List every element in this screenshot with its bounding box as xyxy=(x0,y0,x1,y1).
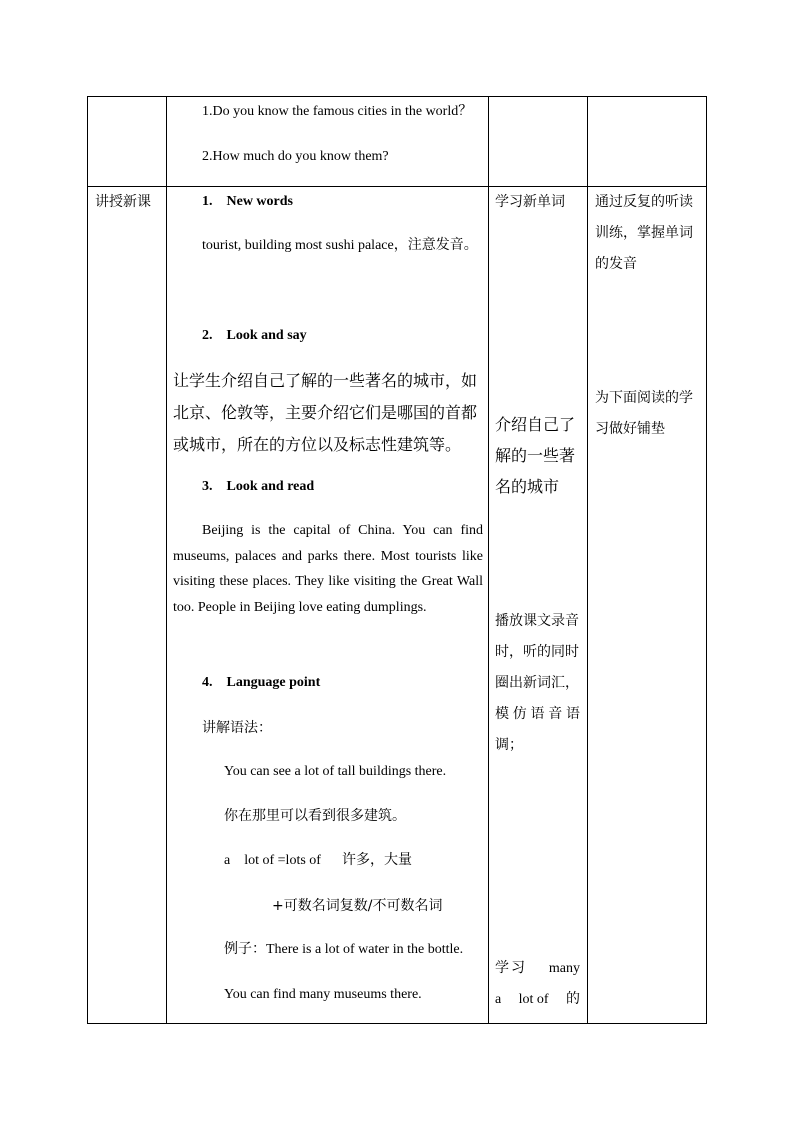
activity-line: 圈出新词汇， xyxy=(495,675,579,691)
activity-line: 调； xyxy=(495,737,523,753)
section-4-intro: 讲解语法： xyxy=(202,720,272,736)
section-3-passage xyxy=(173,518,483,620)
activity-introduce-cities xyxy=(495,409,575,502)
activity-line: 解的一些著 xyxy=(495,446,576,465)
purpose-line: 为下面阅读的学 xyxy=(595,390,693,406)
example-sentence-2: 例子：There is a lot of water in the bottle. xyxy=(224,942,464,957)
example-translation: 你在那里可以看到很多建筑。 xyxy=(224,808,406,824)
question-1: 1.Do you know the famous cities in the world？ xyxy=(202,104,473,119)
section-2-line-3: 或城市，所在的方位以及标志性建筑等。 xyxy=(173,435,462,454)
column-divider-3 xyxy=(587,96,588,1024)
column-divider-2 xyxy=(488,96,489,1024)
section-4-heading: 4. Language point xyxy=(202,675,321,690)
activity-line: 名的城市 xyxy=(495,477,560,496)
purpose-line: 的发音 xyxy=(595,256,637,272)
section-1-text: tourist, building most sushi palace，注意发音。 xyxy=(202,238,478,253)
table-left-border xyxy=(87,96,88,1024)
passage-line: visiting these places. They like visiting the Great Wall xyxy=(173,574,483,589)
activity-line: a lot of 的 xyxy=(495,991,580,1007)
purpose-pronunciation xyxy=(595,187,693,280)
section-1-heading: 1. New words xyxy=(202,194,293,209)
activity-line: 介绍自己了 xyxy=(495,415,576,434)
table-top-border xyxy=(87,96,707,97)
phrase-note: a lot of =lots of 许多，大量 xyxy=(224,853,412,868)
section-2-line-2: 北京、伦敦等，主要介绍它们是哪国的首都 xyxy=(173,403,478,422)
passage-line: Beijing is the capital of China. You can find xyxy=(202,523,483,538)
purpose-line: 通过反复的听读 xyxy=(595,194,693,210)
table-bottom-border xyxy=(87,1023,707,1024)
section-2-line-1: 让学生介绍自己了解的一些著名的城市，如 xyxy=(173,371,478,390)
purpose-reading-prep xyxy=(595,383,693,445)
passage-line: museums, palaces and parks there. Most tourists like xyxy=(173,548,483,564)
section-3-heading: 3. Look and read xyxy=(202,479,315,494)
table-right-border xyxy=(706,96,707,1024)
activity-learn-words: 学习新单词 xyxy=(495,194,565,210)
section-2-heading: 2. Look and say xyxy=(202,328,307,343)
column-divider-1 xyxy=(166,96,167,1024)
usage-note: +可数名词复数/不可数名词 xyxy=(272,898,443,914)
stage-label: 讲授新课 xyxy=(95,194,151,210)
activity-line: 模 仿 语 音 语 xyxy=(495,706,580,722)
purpose-line: 习做好铺垫 xyxy=(595,421,665,437)
activity-line: 播放课文录音 xyxy=(495,613,579,629)
passage-line: too. People in Beijing love eating dumplings. xyxy=(173,599,427,615)
activity-line: 学 习 many xyxy=(495,960,580,976)
example-sentence-1: You can see a lot of tall buildings there. xyxy=(224,764,447,779)
question-2: 2.How much do you know them? xyxy=(202,149,389,164)
activity-learn-many xyxy=(495,953,580,1015)
purpose-line: 训练，掌握单词 xyxy=(595,225,693,241)
activity-line: 时，听的同时 xyxy=(495,644,579,660)
example-sentence-3: You can find many museums there. xyxy=(224,987,422,1002)
activity-listen-recording xyxy=(495,606,580,761)
